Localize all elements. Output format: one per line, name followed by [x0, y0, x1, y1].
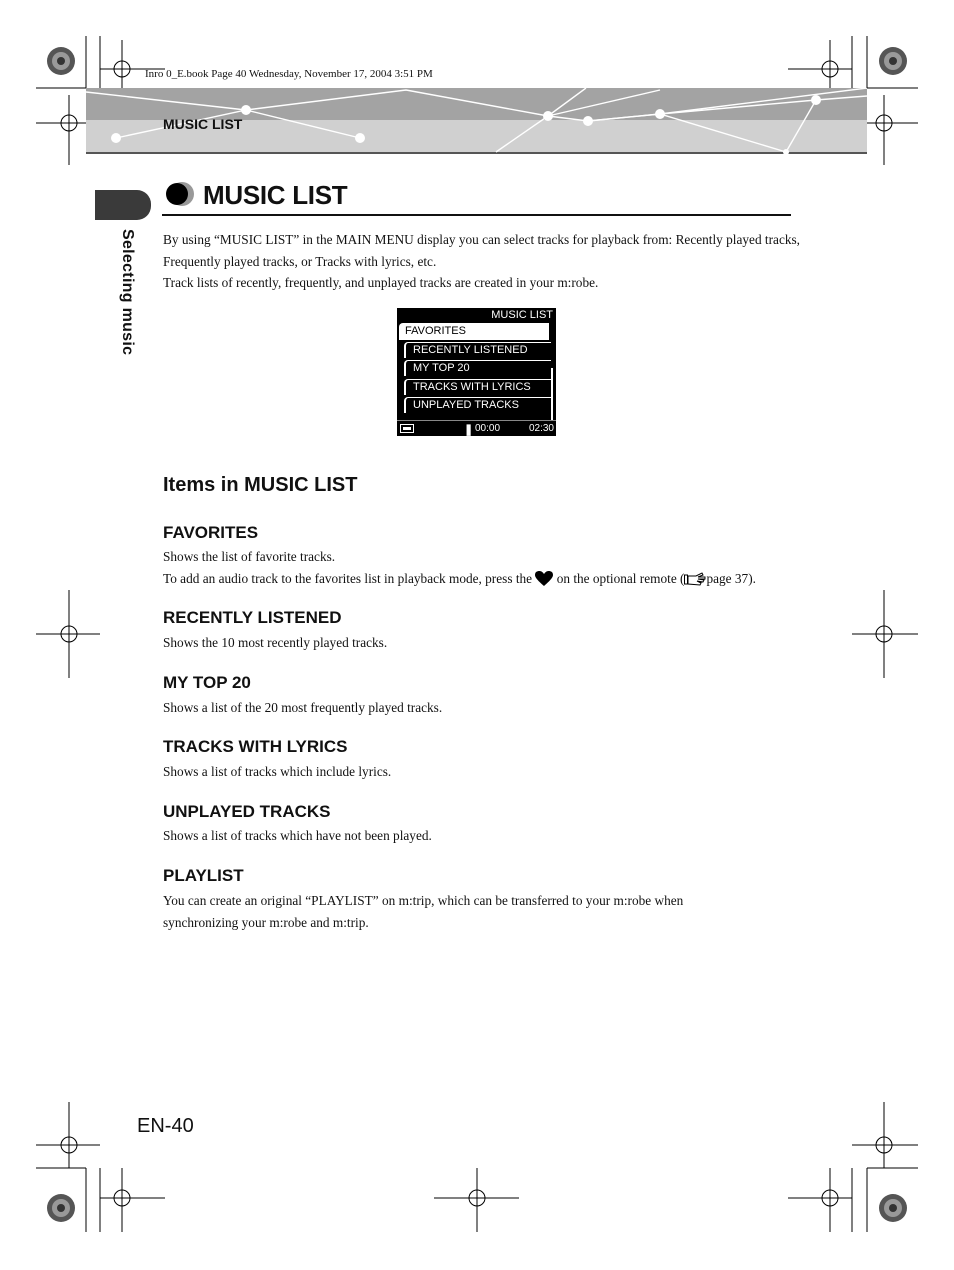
header-section-label: MUSIC LIST: [163, 116, 243, 132]
intro-paragraph: By using “MUSIC LIST” in the MAIN MENU display you can select tracks for playback from: Recently played tracks, Frequently played tracks, or Tracks with lyrics, etc.: [163, 232, 800, 269]
page-title: MUSIC LIST: [203, 180, 348, 210]
device-screen: [397, 308, 556, 436]
section-heading-favorites: FAVORITES: [163, 523, 259, 542]
screen-menu-item: TRACKS WITH LYRICS: [404, 379, 551, 395]
bullet-circle-icon: [164, 180, 196, 208]
screen-status-bar: [397, 420, 556, 437]
title-rule: [162, 214, 791, 216]
section-heading-my-top-20: MY TOP 20: [163, 673, 251, 692]
section-heading-recently-listened: RECENTLY LISTENED: [163, 608, 342, 627]
section-text-unplayed-tracks: Shows a list of tracks which have not been played.: [163, 828, 432, 843]
heart-icon: [535, 571, 553, 587]
section-heading-playlist: PLAYLIST: [163, 866, 244, 885]
section-text-my-top-20: Shows a list of the 20 most frequently played tracks.: [163, 700, 443, 715]
items-heading: Items in MUSIC LIST: [163, 474, 358, 496]
screen-menu-item: UNPLAYED TRACKS: [404, 397, 551, 413]
section-text-recently-listened: Shows the 10 most recently played tracks.: [163, 635, 388, 650]
reference-pointer-icon: [684, 572, 706, 586]
screen-selected-item: FAVORITES: [399, 323, 549, 340]
section-heading-unplayed-tracks: UNPLAYED TRACKS: [163, 802, 331, 821]
section-text-tracks-with-lyrics: Shows a list of tracks which include lyrics.: [163, 764, 392, 779]
chapter-tab: [95, 190, 151, 220]
screen-menu-item: RECENTLY LISTENED: [404, 342, 551, 358]
section-text-favorites: Shows the list of favorite tracks. To add an audio track to the favorites list in playback mode, press the on the optional remote ( page 37).: [163, 549, 756, 586]
screen-menu-item: MY TOP 20: [404, 360, 551, 376]
time-total: 02:30: [528, 423, 554, 434]
section-text-playlist: You can create an original “PLAYLIST” on m:trip, which can be transferred to your m:robe when synchronizing your m:robe and m:trip.: [163, 893, 684, 930]
time-current: 00:00: [475, 423, 501, 434]
pause-icon: ❚: [464, 424, 474, 436]
file-info: Inro 0_E.book Page 40 Wednesday, November 17, 2004 3:51 PM: [145, 68, 433, 80]
chapter-label: Selecting music: [119, 229, 136, 356]
intro-text: [163, 229, 803, 294]
section-heading-tracks-with-lyrics: TRACKS WITH LYRICS: [163, 737, 348, 756]
screen-scrollbar: [551, 368, 553, 420]
screen-title: MUSIC LIST: [491, 309, 553, 321]
intro-paragraph: Track lists of recently, frequently, and unplayed tracks are created in your m:robe.: [163, 275, 599, 290]
battery-icon: [400, 424, 414, 433]
page-number: EN-40: [137, 1115, 194, 1137]
